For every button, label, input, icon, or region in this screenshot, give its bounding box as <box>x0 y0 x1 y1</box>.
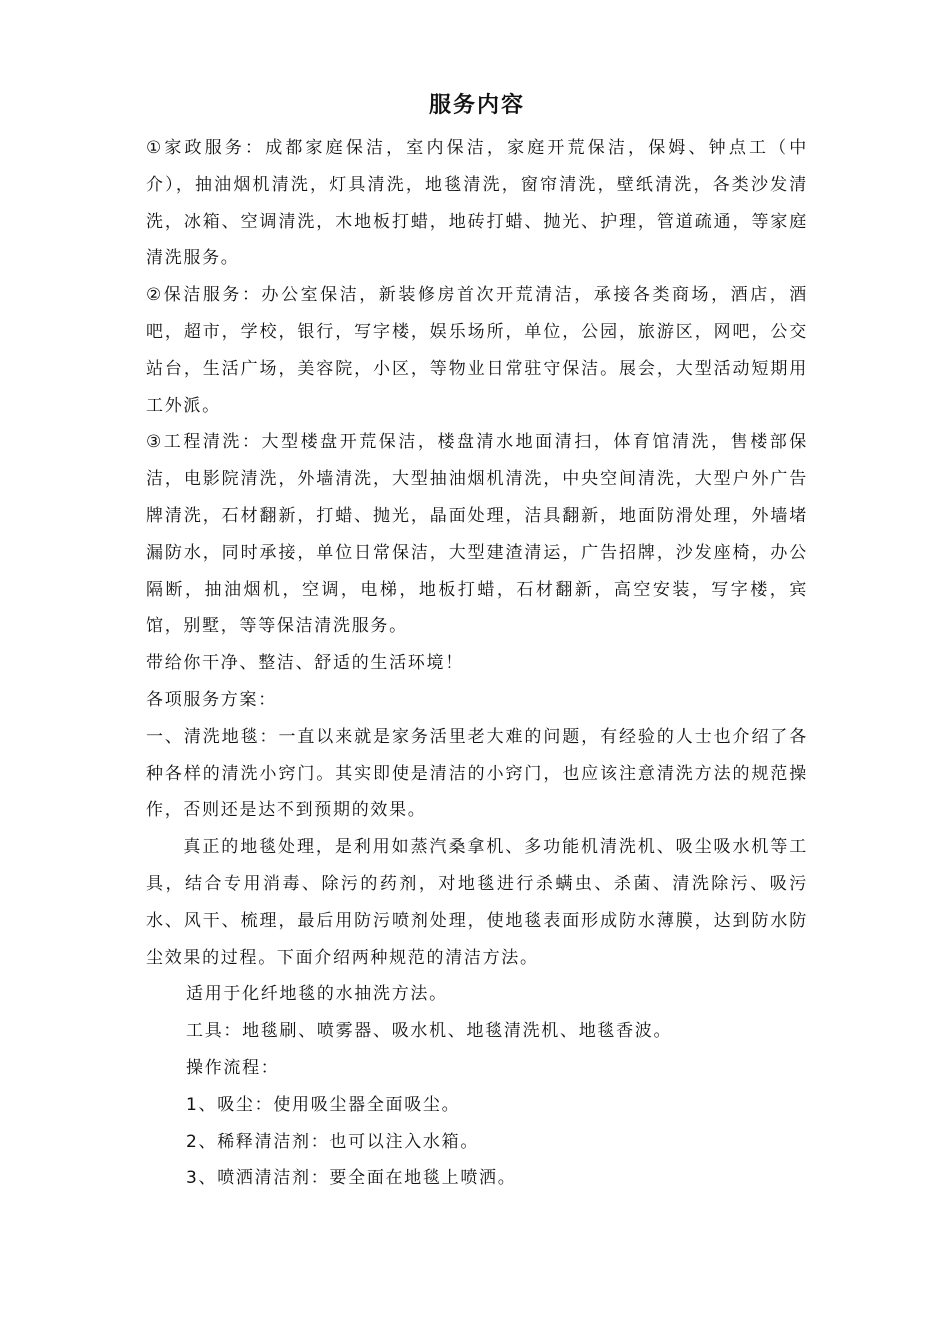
paragraph-cleaning-service: ②保洁服务：办公室保洁，新装修房首次开荒清洁，承接各类商场，酒店，酒吧，超市，学校，银行，写字楼，娱乐场所，单位，公园，旅游区，网吧，公交站台，生活广场，美容院，小区，等物业日常驻守保洁。展会，大型活动短期用工外派。 <box>146 285 808 416</box>
paragraph-tools: 工具：地毯刷、喷雾器、吸水机、地毯清洗机、地毯香波。 <box>186 1021 673 1042</box>
paragraph-synthetic-carpet-method: 适用于化纤地毯的水抽洗方法。 <box>186 984 448 1005</box>
paragraph-engineering-cleaning: ③工程清洗：大型楼盘开荒保洁，楼盘清水地面清扫，体育馆清洗，售楼部保洁，电影院清洗，外墙清洗，大型抽油烟机清洗，中央空间清洗，大型户外广告牌清洗，石材翻新，打蜡、抛光，晶面处理，洁具翻新，地面防滑处理，外墙堵漏防水，同时承接，单位日常保洁，大型建渣清运，广告招牌，沙发座椅，办公隔断，抽油烟机，空调，电梯，地板打蜡，石材翻新，高空安装，写字楼，宾馆，别墅，等等保洁清洗服务。 <box>146 432 808 637</box>
procedure-step-1: 1、吸尘：使用吸尘器全面吸尘。 <box>186 1094 461 1115</box>
paragraph-environment-slogan: 带给你干净、整洁、舒适的生活环境！ <box>146 653 464 674</box>
page-title: 服务内容 <box>428 92 525 118</box>
procedure-step-3: 3、喷洒清洁剂：要全面在地毯上喷洒。 <box>186 1168 517 1189</box>
paragraph-procedure-heading: 操作流程： <box>186 1057 280 1078</box>
procedure-step-2: 2、稀释清洁剂：也可以注入水箱。 <box>186 1131 480 1152</box>
paragraph-carpet-treatment: 真正的地毯处理，是利用如蒸汽桑拿机、多功能机清洗机、吸尘吸水机等工具，结合专用消毒、除污的药剂，对地毯进行杀螨虫、杀菌、清洗除污、吸污水、风干、梳理，最后用防污喷剂处理，使地毯表面形成防水薄膜，达到防水防尘效果的过程。下面介绍两种规范的清洁方法。 <box>146 837 808 968</box>
paragraph-housekeeping: ①家政服务：成都家庭保洁，室内保洁，家庭开荒保洁，保姆、钟点工（中介），抽油烟机清洗，灯具清洗，地毯清洗，窗帘清洗，壁纸清洗，各类沙发清洗，冰箱、空调清洗，木地板打蜡，地砖打蜡、抛光、护理，管道疏通，等家庭清洗服务。 <box>146 138 808 269</box>
paragraph-carpet-cleaning: 一、清洗地毯：一直以来就是家务活里老大难的问题，有经验的人士也介绍了各种各样的清洗小窍门。其实即使是清洁的小窍门，也应该注意清洗方法的规范操作，否则还是达不到预期的效果。 <box>146 726 808 821</box>
paragraph-service-plans-heading: 各项服务方案： <box>146 689 277 710</box>
